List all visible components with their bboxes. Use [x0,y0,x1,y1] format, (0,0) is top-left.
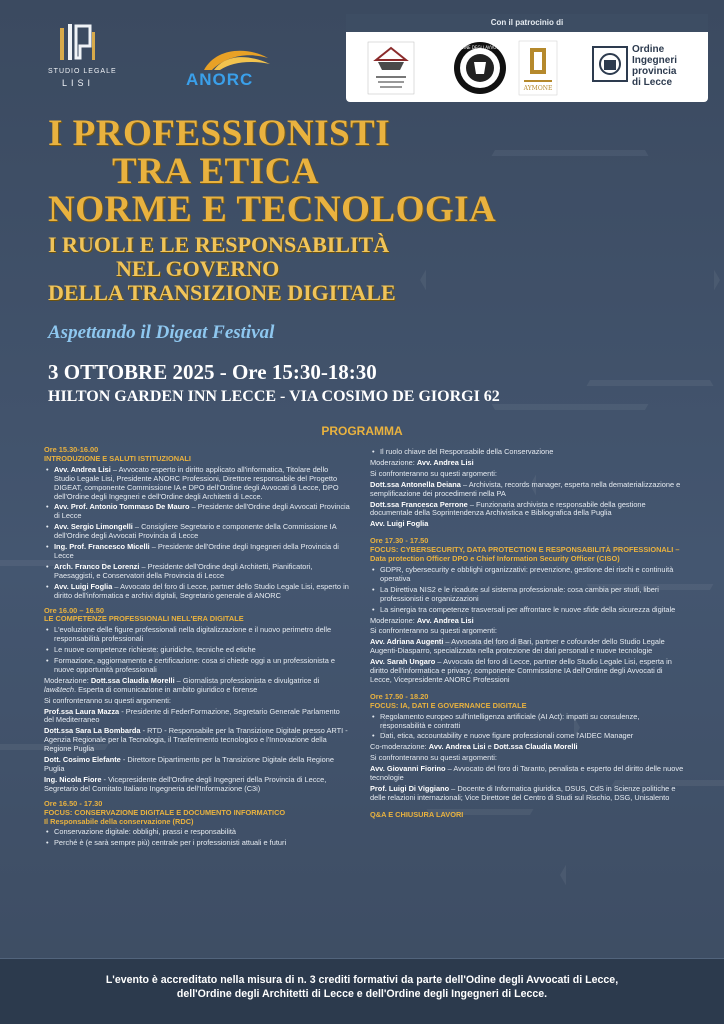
session-competenze [44,607,350,794]
accreditation-note [40,973,684,1001]
speaker-bio: – Presidente dell'Ordine degli Architetti, Pianificatori, Paesaggisti, e Conservatori della Provincia di Lecce [54,561,313,580]
list-item [44,583,350,601]
discussion-intro: Si confronteranno su questi argomenti: [370,753,497,763]
speaker-bio: – Funzionaria archivista e responsabile della gestione documentale della Soprintendenza Archivistica e Bibliografica della Puglia [370,499,646,518]
session-intro [44,446,350,601]
list-item: • Regolamento europeo sull'intelligenza artificiale (AI Act): impatti su consulenze, responsabilità e contratti [370,713,686,731]
speaker-list [44,466,350,601]
speaker-entry [370,765,686,783]
ordine-ingegneri-line: Ordine [632,44,665,55]
list-item [44,466,350,502]
moderation-label: Moderazione: [370,457,417,467]
speaker-name: Avv. Giovanni Fiorino [370,764,446,774]
speaker-entry [44,776,350,794]
session-title: INTRODUZIONE E SALUTI ISTITUZIONALI [44,453,191,463]
speaker-bio: – Presidente dell'Ordine degli Avvocati Provincia di Lecce [54,502,350,521]
comoderation-line [370,743,686,752]
list-item [44,523,350,541]
title-line-1: I PROFESSIONISTI [48,113,391,154]
list-item: • Conservazione digitale: obblighi, prassi e responsabilità [44,828,350,837]
speaker-entry [370,481,686,499]
anorc-wing-icon [186,44,286,72]
moderator-name: Dott.ssa Claudia Morelli [493,742,578,752]
moderator-name: Avv. Andrea Lisi [416,457,474,467]
aymone-text: AYMONE [523,85,553,92]
tagline: Aspettando il Digeat Festival [48,322,275,343]
speaker-bio: – Presidente dell'Ordine degli Ingegneri della Provincia di Lecce [54,542,339,560]
speaker-name: Dott.ssa Sara La Bombarda [44,726,141,736]
ordine-architetti-logo [366,40,416,96]
program-left-column [44,446,350,854]
lisi-logo-line2: LISI [62,78,95,88]
speaker-bio: – Avvocato del foro di Taranto, penalista e esperto del diritto delle nuove tecnologie [370,764,684,783]
speaker-name: Arch. Franco De Lorenzi [54,561,140,571]
speaker-entry [370,638,686,656]
speaker-bio: - Vicepresidente dell'Ordine degli Ingegneri della Provincia di Lecce, Segretario del Comitato Italiano Ingegneria dell'Informazione (C3i) [44,774,327,793]
list-item: • La Direttiva NIS2 e le ricadute sul sistema professionale: cosa cambia per studi, liberi professionisti e organizzazioni [370,586,686,604]
discussion-intro: Si confronteranno su questi argomenti: [370,626,497,636]
event-date: 3 OTTOBRE 2025 - Ore 15:30-18:30 [48,360,377,384]
list-item [44,563,350,581]
speaker-bio: – Avvocato del foro di Lecce, partner dello Studio Legale Lisi, esperto in diritto dell'informatica e archivi digitali, Segretario generale di ANORC [54,581,349,600]
session-subtitle: Il Responsabile della conservazione (RDC) [44,816,194,826]
moderator-name: Dott.ssa Claudia Morelli [90,675,175,685]
session-cybersecurity [370,537,686,685]
accreditation-line-2: dell'Ordine degli Architetti di Lecce e dell'Ordine degli Ingegneri di Lecce. [176,988,548,1000]
ordine-ingegneri-line: provincia [632,66,677,77]
speaker-name: Avv. Andrea Lisi [54,464,111,474]
speaker-name: Dott. Cosimo Elefante [44,755,121,765]
session-time: Ore 17.50 - 18.20 [370,691,429,701]
patronage-label: Con il patrocinio di [346,14,708,32]
topic-list [44,828,350,848]
speaker-name: Dott.ssa Antonella Deiana [370,479,461,489]
speaker-bio: - Presidente di FederFormazione, Segretario Generale Parlamento del Mediterraneo [44,706,340,725]
moderation-line [370,617,686,626]
title-line-3: NORME E TECNOLOGIA [48,189,497,230]
topic-list [370,566,686,615]
speaker-bio: - Direttore Dipartimento per la Transizione Digitale della Regione Puglia [44,755,334,773]
event-venue: HILTON GARDEN INN LECCE - VIA COSIMO DE GIORGI 62 [48,388,500,405]
speaker-name: Avv. Luigi Foglia [54,581,113,591]
speaker-bio: – Docente di Informatica giuridica, DSUS, CdS in Scienze politiche e delle relazioni internazionali; Vice Direttore del Centro di Studi sul Rischio, DSG, Unisalento [370,784,676,802]
moderator-bio: – Giornalista professionista e divulgatrice di [174,675,320,685]
subtitle-line-1: I RUOLI E LE RESPONSABILITÀ [48,232,390,257]
session-title: FOCUS: CYBERSECURITY, DATA PROTECTION E RESPONSABILITÀ PROFESSIONALI – Data protection Officer DPO e Chief Information Security Officer (CISO) [370,545,680,564]
ordine-avvocati-seal [450,40,510,96]
session-time: Ore 17.30 - 17.50 [370,536,429,546]
speaker-bio: – Avvocata del foro di Lecce, partner dello Studio Legale Lisi, esperta in diritto dell'informatica e privacy, componente Commissione IA dell'Ordine degli Avvocati di Lecce, Vicepresidente ANORC Professioni [370,657,672,684]
session-title: FOCUS: IA, DATI E GOVERNANCE DIGITALE [370,700,527,710]
session-time: Ore 16.00 – 16.50 [44,605,104,615]
discussion-intro: Si confronteranno su questi argomenti: [370,468,497,478]
list-item: • L'evoluzione delle figure professionali nella digitalizzazione e il nuovo perimetro delle responsabilità professionali [44,626,350,644]
speaker-name: Ing. Prof. Francesco Micelli [54,542,150,552]
speaker-entry [44,756,350,774]
speaker-name: Avv. Prof. Antonio Tommaso De Mauro [54,502,190,512]
subtitle-line-3: DELLA TRANSIZIONE DIGITALE [48,280,396,305]
speaker-entry [370,658,686,685]
session-conservazione-cont [370,448,686,529]
moderation-line [44,677,350,695]
accreditation-line-1: L'evento è accreditato nella misura di n. 3 crediti formativi da parte dell'Odine degli Avvocati di Lecce, [105,974,619,986]
moderator-name: Avv. Andrea Lisi [416,615,474,625]
speaker-bio: – Archivista, records manager, esperta nella dematerializzazione e semplificazione dei procedimenti nella PA [370,479,681,498]
speaker-bio: – Avvocata del foro di Bari, partner e cofounder dello Studio Legale Augenti-Diasparro, specializzata nella protezione dei dati personali e nuove tecnologie [370,637,665,656]
list-item [44,543,350,561]
speaker-entry [44,727,350,754]
speaker-bio: - RTD - Responsabile per la Transizione Digitale presso ARTI - Agenzia Regionale per la Tecnologia, il Trasferimento tecnologico e l'Innovazione della Regione Puglia [44,726,348,754]
list-item: • Il ruolo chiave del Responsabile della Conservazione [370,448,686,457]
comoderation-label: Co-moderazione: [370,742,429,752]
moderation-label: Moderazione: [44,675,91,685]
ordine-ingegneri-text [632,44,677,88]
programma-heading: PROGRAMMA [321,424,403,438]
speaker-entry [44,708,350,726]
speaker-entry [370,501,686,519]
anorc-logo [186,44,286,92]
moderator-bio-italic: law&tech [44,684,74,694]
session-title: LE COMPETENZE PROFESSIONALI NELL'ERA DIGITALE [44,614,244,624]
program-right-column [370,446,686,820]
speaker-name: Avv. Luigi Foglia [370,519,429,529]
ordine-ingegneri-line: Ingegneri [632,55,678,66]
topic-list [44,626,350,675]
session-time: Ore 16.50 - 17.30 [44,798,103,808]
lisi-mark-icon [56,22,100,66]
speaker-bio: – Avvocato esperto in diritto applicato all'informatica, Titolare dello Studio Legale Lisi, Presidente ANORC Professioni, Direttore responsabile del Progetto DIGEAT, componente Commissione IA e DPO dell'Ordine degli Avvocati di Lecce, DPO dell'Ordine degli Ingegneri e dell'Ordine degli Architetti di Lecce. [54,464,339,501]
organizer-logos [48,22,288,92]
list-item: • Le nuove competenze richieste: giuridiche, tecniche ed etiche [44,646,350,655]
session-title: FOCUS: CONSERVAZIONE DIGITALE E DOCUMENTO INFORMATICO [44,807,286,817]
topic-list [370,448,686,457]
speaker-bio: – Consigliere Segretario e componente della Commissione IA dell'Ordine degli Avvocati Provincia di Lecce [54,522,337,541]
speaker-name: Prof. Luigi Di Viggiano [370,784,450,793]
ordine-ingegneri-logo [592,40,704,96]
speaker-entry [370,520,686,529]
list-item: • La sinergia tra competenze trasversali per affrontare le nuove sfide della sicurezza digitale [370,606,686,615]
speaker-name: Avv. Sarah Ungaro [370,657,436,667]
list-item: • Formazione, aggiornamento e certificazione: cosa si chiede oggi a un professionista e nuove opportunità professionali [44,657,350,675]
moderator-bio-end: . Esperta di comunicazione in ambito giuridico e forense [74,684,258,694]
speaker-entry [370,785,686,803]
ordine-ingegneri-emblem-icon [592,46,628,82]
footer-bar [0,958,724,1024]
speaker-name: Avv. Sergio Limongelli [54,522,133,532]
session-time: Ore 15.30-16.00 [44,445,99,454]
patronage-box [346,14,708,102]
speaker-name: Ing. Nicola Fiore [44,774,102,784]
closing-session: Q&A E CHIUSURA LAVORI [370,809,464,819]
session-conservazione [44,800,350,849]
list-item [44,503,350,521]
moderation-line [370,459,686,468]
studio-legale-lisi-logo [48,22,128,92]
speaker-name: Dott.ssa Francesca Perrone [370,499,468,509]
lisi-logo-line1: STUDIO LEGALE [48,68,117,75]
list-item: • Perché è (e sarà sempre più) centrale per i professionisti attuali e futuri [44,839,350,848]
title-line-2: TRA ETICA [112,151,320,192]
moderation-label: Moderazione: [370,615,417,625]
list-item: • GDPR, cybersecurity e obblighi organizzativi: prevenzione, gestione dei rischi e continuità operativa [370,566,686,584]
topic-list [370,713,686,742]
seal-text: ORDINE DEGLI AVVOCATI [454,45,506,50]
discussion-intro: Si confronteranno su questi argomenti: [44,695,171,705]
list-item: • Dati, etica, accountability e nuove figure professionali come l'AIDEC Manager [370,732,686,741]
aymone-logo [518,40,558,96]
conjunction: e [485,742,494,752]
anorc-logo-text: ANORC [186,70,254,89]
speaker-name: Prof.ssa Laura Mazza [44,706,120,716]
subtitle-line-2: NEL GOVERNO [116,256,280,281]
session-ia-dati [370,693,686,803]
moderator-name: Avv. Andrea Lisi [428,742,486,752]
ordine-ingegneri-line: di Lecce [632,77,673,88]
speaker-name: Avv. Adriana Augenti [370,637,444,647]
